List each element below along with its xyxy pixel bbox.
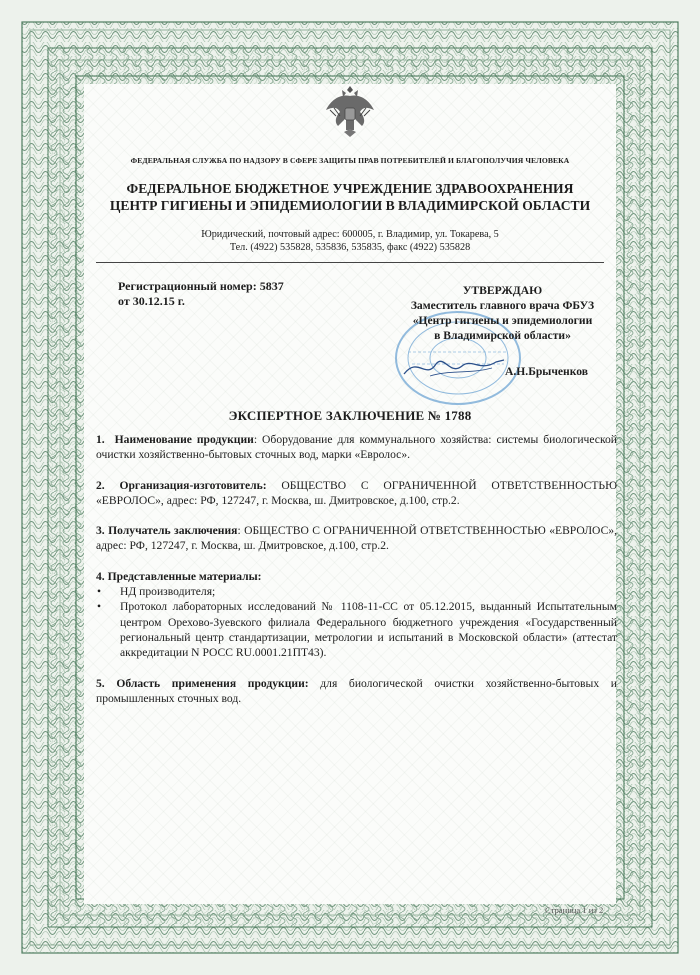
document-title: ЭКСПЕРТНОЕ ЗАКЛЮЧЕНИЕ № 1788 xyxy=(228,408,472,423)
list-item: • Протокол лабораторных исследований № 1108-11-СС от 05.12.2015, выданный Испытательным центром Орехово-Зуевского филиала Федерального бюджетного учреждения «Государственный региональный центр стандартизации, метрологии и испытаний в Московской области» (аттестат аккредитации N РОСС RU.0001.21ПТ43). xyxy=(97,600,617,660)
section-text: : Оборудование для коммунального хозяйства: системы биологической очистки хозяйственно-бытовых сточных вод, марки «Евролос». xyxy=(96,433,617,462)
page-number: Страница 1 из 2 xyxy=(545,905,604,915)
institution-address xyxy=(90,228,610,254)
section-manufacturer: 2. Организация-изготовитель: ОБЩЕСТВО С ОГРАНИЧЕННОЙ ОТВЕТСТВЕННОСТЬЮ «ЕВРОЛОС», адрес: РФ, 127247, г. Москва, ш. Дмитровское, д.100, стр.2. xyxy=(96,478,617,507)
approval-position-line-3: в Владимирской области» xyxy=(434,329,571,342)
approval-block xyxy=(380,283,625,343)
section-label: Представленные материалы: xyxy=(107,569,262,583)
section-scope: 5. Область применения продукции: для биологической очистки хозяйственно-бытовых и промышленных сточных вод. xyxy=(96,676,617,705)
section-text: для биологической очистки хозяйственно-бытовых и промышленных сточных вод. xyxy=(96,676,617,705)
registration-block xyxy=(118,279,284,309)
postal-address: Юридический, почтовый адрес: 600005, г. Владимир, ул. Токарева, 5 xyxy=(201,229,499,240)
approval-position-line-2: «Центр гигиены и эпидемиологии xyxy=(412,314,593,327)
coat-of-arms-emblem xyxy=(318,80,382,144)
section-label: Получатель заключения xyxy=(108,524,238,538)
approval-position-line-1: Заместитель главного врача ФБУЗ xyxy=(410,299,595,312)
section-label: Наименование продукции xyxy=(114,433,254,446)
list-item: • НД производителя; xyxy=(97,585,216,599)
section-label: Организация-изготовитель: xyxy=(119,478,267,492)
registration-number: 5837 xyxy=(259,279,284,293)
registration-date-label: от xyxy=(118,294,130,308)
section-recipient: 3. Получатель заключения: ОБЩЕСТВО С ОГРАНИЧЕННОЙ ОТВЕТСТВЕННОСТЬЮ «ЕВРОЛОС», адрес: РФ, 127247, г. Москва, ш. Дмитровское, д.100, стр.2. xyxy=(96,524,617,553)
section-text: ОБЩЕСТВО С ОГРАНИЧЕННОЙ ОТВЕТСТВЕННОСТЬЮ «ЕВРОЛОС», адрес: РФ, 127247, г. Москва, ш. Дмитровское, д.100, стр.2. xyxy=(96,478,617,507)
approver-name: А.Н.Брыченков xyxy=(505,365,589,378)
section-label: Область применения продукции: xyxy=(116,676,309,690)
institution-line-1: ФЕДЕРАЛЬНОЕ БЮДЖЕТНОЕ УЧРЕЖДЕНИЕ ЗДРАВООХРАНЕНИЯ xyxy=(126,181,574,196)
section-text: : ОБЩЕСТВО С ОГРАНИЧЕННОЙ ОТВЕТСТВЕННОСТЬЮ «ЕВРОЛОС», адрес: РФ, 127247, г. Москва, ш. Дмитровское, д.100, стр.2. xyxy=(96,524,617,553)
phone-numbers: Тел. (4922) 535828, 535836, 535835, факс (4922) 535828 xyxy=(229,242,471,253)
registration-number-label: Регистрационный номер: xyxy=(118,279,257,293)
section-materials: 4. Представленные материалы: • НД производителя; • Протокол лабораторных исследований № 1108-11-СС от 05.12.2015, выданный Испытательным центром Орехово-Зуевского филиала Федерального бюджетного учреждения «Государственный региональный центр стандартизации, метрологии и испытаний в Московской области» (аттестат аккредитации N РОСС RU.0001.21ПТ43). xyxy=(96,569,617,660)
document-body xyxy=(96,432,617,721)
handwritten-signature xyxy=(400,352,510,382)
approval-heading: УТВЕРЖДАЮ xyxy=(462,284,543,297)
section-product-name: 1. Наименование продукции: Оборудование для коммунального хозяйства: системы биологической очистки хозяйственно-бытовых сточных вод, марки «Евролос». xyxy=(96,433,617,462)
institution-line-2: ЦЕНТР ГИГИЕНЫ И ЭПИДЕМИОЛОГИИ В ВЛАДИМИРСКОЙ ОБЛАСТИ xyxy=(109,198,591,213)
header-divider xyxy=(96,262,604,263)
institution-name xyxy=(90,180,610,214)
registration-date: 30.12.15 г. xyxy=(132,294,185,308)
federal-service-name: ФЕДЕРАЛЬНАЯ СЛУЖБА ПО НАДЗОРУ В СФЕРЕ ЗАЩИТЫ ПРАВ ПОТРЕБИТЕЛЕЙ И БЛАГОПОЛУЧИЯ ЧЕЛОВЕКА xyxy=(130,156,570,165)
